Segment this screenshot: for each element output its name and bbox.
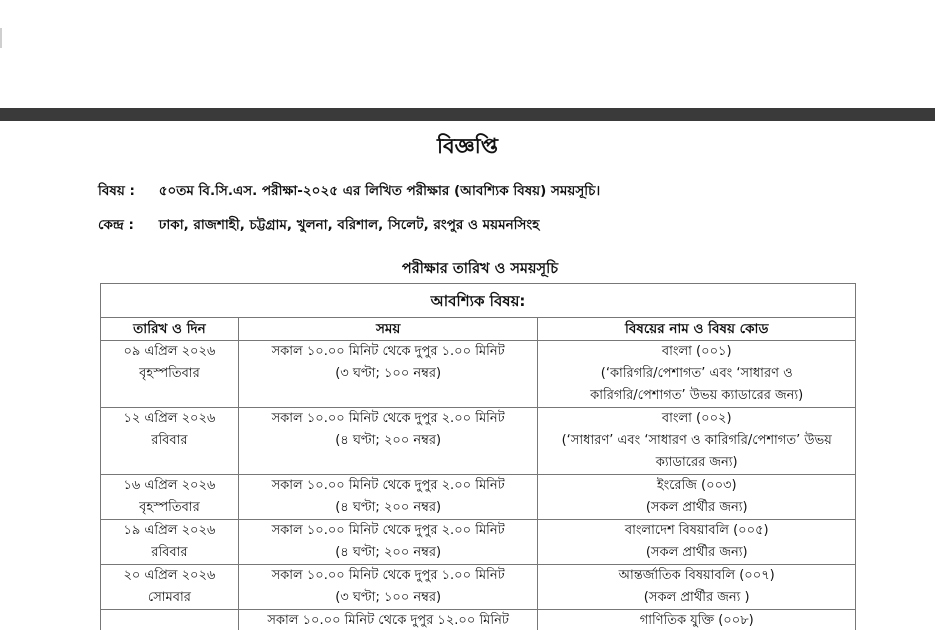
cell-subject — [538, 408, 856, 475]
notice-title: বিজ্ঞপ্তি — [436, 134, 499, 158]
cell-time — [238, 520, 538, 565]
subject-line-text: বাংলা (০০২) — [661, 411, 732, 426]
cell-subject — [538, 565, 856, 610]
cell-date-day — [101, 475, 239, 520]
center-line — [98, 214, 539, 237]
cell-time — [238, 408, 538, 475]
subject-line-text: বাংলা (০০১) — [661, 344, 732, 359]
cell-subject — [538, 610, 856, 630]
subject-line-text: বাংলাদেশ বিষয়াবলি (০০৫) — [624, 523, 769, 538]
time-text: সকাল ১০.০০ মিনিট থেকে দুপুর ২.০০ মিনিট — [271, 478, 505, 493]
day-text: বৃহস্পতিবার — [139, 500, 200, 515]
header-date-day: তারিখ ও দিন — [101, 318, 239, 341]
marks-text: (৩ ঘণ্টা; ১০০ নম্বর) — [335, 590, 442, 605]
table-title: আবশ্যিক বিষয়: — [101, 284, 856, 318]
date-text: ০৯ এপ্রিল ২০২৬ — [123, 344, 216, 359]
header-divider-bar — [0, 108, 935, 121]
subject-line-text: (‘কারিগরি/পেশাগত’ এবং ‘সাধারণ ও — [600, 366, 793, 381]
cell-date-day — [101, 341, 239, 408]
day-text: বৃহস্পতিবার — [139, 366, 200, 381]
day-text: সোমবার — [147, 590, 191, 605]
cell-time — [238, 475, 538, 520]
cell-date-day — [101, 408, 239, 475]
subject-line-text: কারিগরি/পেশাগত’ উভয় ক্যাডারের জন্য) — [590, 388, 804, 403]
cell-subject — [538, 341, 856, 408]
center-text: ঢাকা, রাজশাহী, চট্টগ্রাম, খুলনা, বরিশাল, সিলেট, রংপুর ও ময়মনসিংহ — [158, 217, 540, 233]
table-row — [101, 520, 856, 565]
subject-line-text: ইংরেজি (০০৩) — [656, 478, 737, 493]
schedule-heading: পরীক্ষার তারিখ ও সময়সূচি — [401, 261, 559, 277]
cell-date-day — [101, 610, 239, 630]
table-row — [101, 341, 856, 408]
subject-line-text: গাণিতিক যুক্তি (০০৮) — [639, 613, 754, 628]
cell-time — [238, 565, 538, 610]
table-row — [101, 408, 856, 475]
time-text: সকাল ১০.০০ মিনিট থেকে দুপুর ১.০০ মিনিট — [271, 344, 505, 359]
date-text: ১৬ এপ্রিল ২০২৬ — [123, 478, 216, 493]
time-text: সকাল ১০.০০ মিনিট থেকে দুপুর ২.০০ মিনিট — [271, 523, 505, 538]
table-row — [101, 565, 856, 610]
cell-date-day — [101, 565, 239, 610]
marks-text: (৪ ঘণ্টা; ২০০ নম্বর) — [335, 545, 442, 560]
time-text: সকাল ১০.০০ মিনিট থেকে দুপুর ২.০০ মিনিট — [271, 411, 505, 426]
subject-line — [98, 180, 600, 203]
subject-line-text: ক্যাডারের জন্য) — [655, 455, 738, 470]
subject-label: বিষয় : — [98, 183, 135, 199]
date-text: ২০ এপ্রিল ২০২৬ — [123, 568, 216, 583]
header-time: সময় — [238, 318, 538, 341]
cell-time — [238, 341, 538, 408]
date-text: ১২ এপ্রিল ২০২৬ — [123, 411, 216, 426]
time-text: সকাল ১০.০০ মিনিট থেকে দুপুর ১২.০০ মিনিট — [267, 613, 509, 628]
center-label: কেন্দ্র : — [98, 217, 134, 233]
cell-subject — [538, 475, 856, 520]
cell-subject — [538, 520, 856, 565]
subject-text: ৫০তম বি.সি.এস. পরীক্ষা-২০২৫ এর লিখিত পরীক্ষার (আবশ্যিক বিষয়) সময়সূচি। — [158, 183, 601, 199]
subject-line-text: (সকল প্রার্থীর জন্য) — [645, 545, 748, 560]
day-text: রবিবার — [151, 545, 188, 560]
cell-date-day — [101, 520, 239, 565]
date-text: ১৯ এপ্রিল ২০২৬ — [123, 523, 216, 538]
subject-line-text: (সকল প্রার্থীর জন্য ) — [643, 590, 750, 605]
time-text: সকাল ১০.০০ মিনিট থেকে দুপুর ১.০০ মিনিট — [271, 568, 505, 583]
header-edge-mark — [0, 28, 2, 48]
cell-time — [238, 610, 538, 630]
marks-text: (৪ ঘণ্টা; ২০০ নম্বর) — [335, 500, 442, 515]
subject-line-text: (সকল প্রার্থীর জন্য) — [645, 500, 748, 515]
table-row — [101, 610, 856, 630]
table-row — [101, 475, 856, 520]
marks-text: (৪ ঘণ্টা; ২০০ নম্বর) — [335, 433, 442, 448]
schedule-table — [100, 283, 856, 630]
page-header-blank — [0, 0, 935, 108]
header-subject: বিষয়ের নাম ও বিষয় কোড — [538, 318, 856, 341]
marks-text: (৩ ঘণ্টা; ১০০ নম্বর) — [335, 366, 442, 381]
day-text: রবিবার — [151, 433, 188, 448]
subject-line-text: আন্তর্জাতিক বিষয়াবলি (০০৭) — [618, 568, 775, 583]
subject-line-text: (‘সাধারণ’ এবং ‘সাধারণ ও কারিগরি/পেশাগত’ উভয় — [561, 433, 832, 448]
